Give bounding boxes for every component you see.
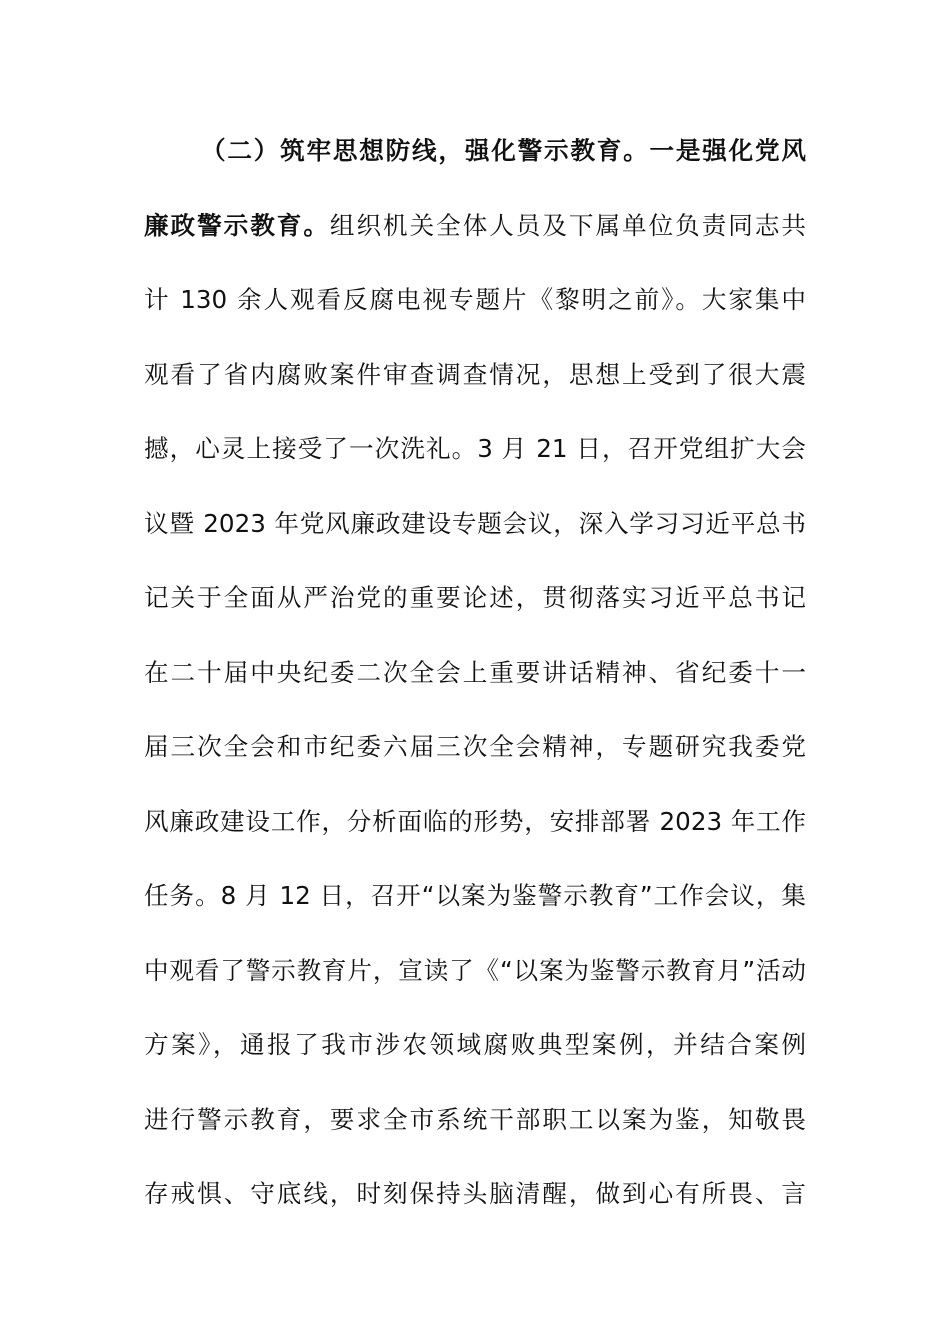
line-text: 观看了省内腐败案件审查调查情况，思想上受到了很大震 (144, 359, 806, 389)
text-line-3 (144, 263, 806, 338)
text-line-15 (144, 1157, 806, 1232)
text-line-1 (144, 114, 806, 189)
text-line-14 (144, 1083, 806, 1158)
text-line-6 (144, 487, 806, 562)
line-text: 进行警示教育，要求全市系统干部职工以案为鉴，知敬畏 (144, 1104, 806, 1134)
text-line-5 (144, 412, 806, 487)
line-text: 撼，心灵上接受了一次洗礼。3 月 21 日，召开党组扩大会 (144, 434, 806, 463)
line-text: 方案》，通报了我市涉农领域腐败典型案例，并结合案例 (144, 1030, 806, 1059)
line-text: 计 130 余人观看反腐电视专题片《黎明之前》。大家集中 (144, 285, 806, 314)
line-text: 中观看了警示教育片，宣读了《“以案为鉴警示教育月”活动 (144, 955, 806, 985)
heading-text: （二）筑牢思想防线，强化警示教育。一是强化党风 (201, 136, 806, 165)
line-text: 任务。8 月 12 日，召开“以案为鉴警示教育”工作会议，集 (144, 881, 806, 910)
text-line-13 (144, 1008, 806, 1083)
text-line-4 (144, 338, 806, 413)
line-text: 议暨 2023 年党风廉政建设专题会议，深入学习习近平总书 (144, 508, 806, 538)
text-line-12 (144, 934, 806, 1009)
line-text: 届三次全会和市纪委六届三次全会精神，专题研究我委党 (144, 732, 806, 761)
text-line-9 (144, 710, 806, 785)
text-line-11 (144, 859, 806, 934)
lead-text: 廉政警示教育。 (144, 210, 330, 240)
text-line-7 (144, 561, 806, 636)
line-text: 组织机关全体人员及下属单位负责同志共 (329, 210, 806, 240)
body-paragraph (144, 114, 806, 1232)
line-text: 在二十届中央纪委二次全会上重要讲话精神、省纪委十一 (144, 657, 806, 687)
line-text: 风廉政建设工作，分析面临的形势，安排部署 2023 年工作 (144, 806, 806, 836)
text-line-10 (144, 785, 806, 860)
text-line-2 (144, 189, 806, 264)
line-text: 存戒惧、守底线，时刻保持头脑清醒，做到心有所畏、言 (144, 1179, 806, 1208)
text-line-8 (144, 636, 806, 711)
line-text: 记关于全面从严治党的重要论述，贯彻落实习近平总书记 (144, 583, 806, 612)
